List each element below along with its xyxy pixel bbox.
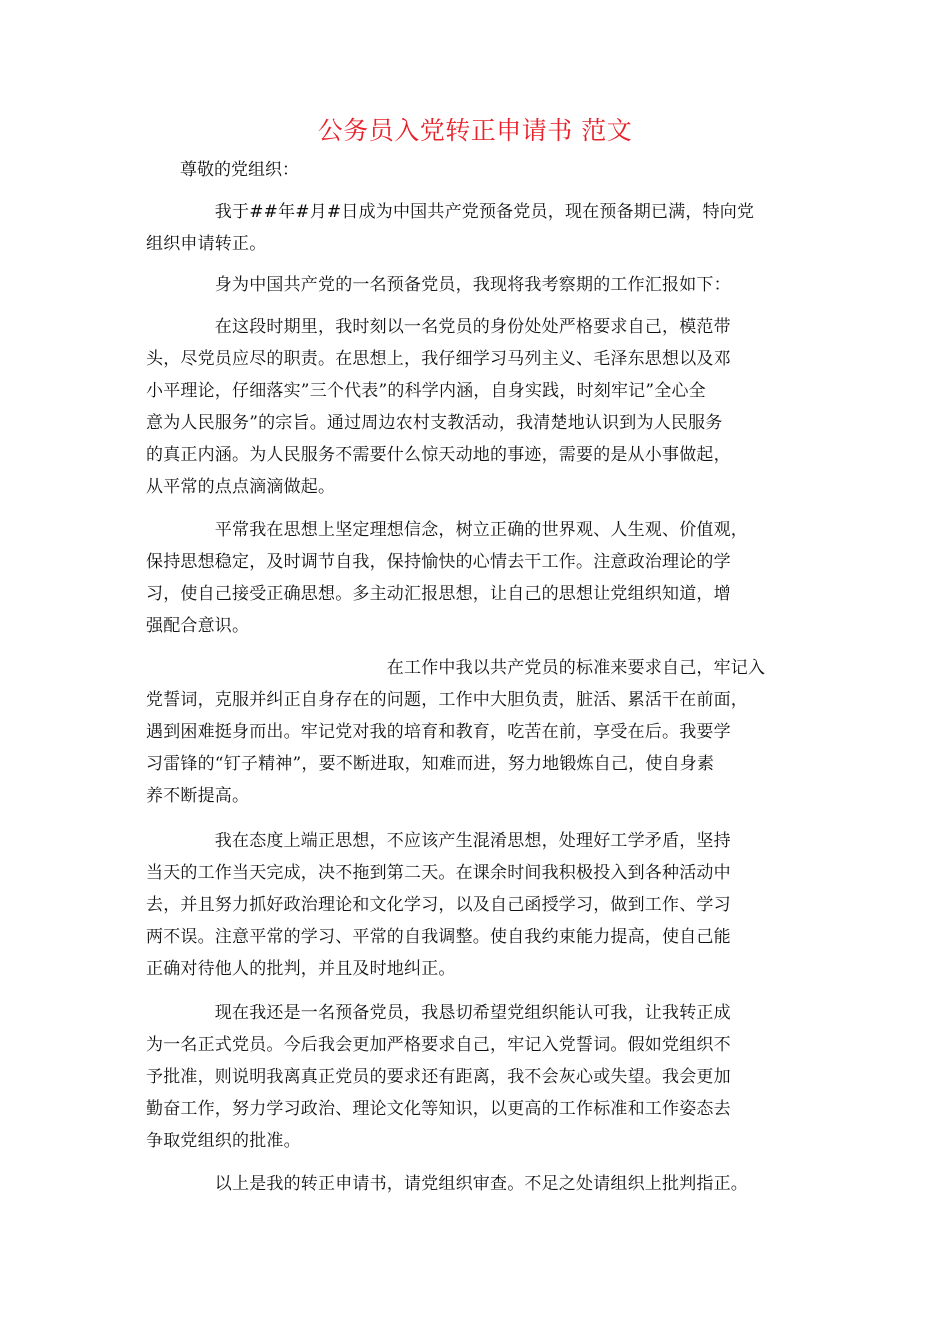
paragraph-line: 养不断提高。 [146, 786, 250, 806]
paragraph-line: 予批准，则说明我离真正党员的要求还有距离，我不会灰心或失望。我会更加 [146, 1067, 731, 1087]
paragraph-line: 组织申请转正。 [146, 234, 267, 254]
paragraph-line: 勤奋工作，努力学习政治、理论文化等知识，以更高的工作标准和工作姿态去 [146, 1099, 731, 1119]
paragraph-line: 正确对待他人的批判，并且及时地纠正。 [146, 959, 456, 979]
paragraph-line: 现在我还是一名预备党员，我恳切希望党组织能认可我，让我转正成 [146, 1003, 731, 1023]
paragraph-line: 遇到困难挺身而出。牢记党对我的培育和教育，吃苦在前，享受在后。我要学 [146, 722, 731, 742]
document-title: 公务员入党转正申请书 范文 [317, 116, 633, 145]
paragraph-1 [146, 196, 818, 260]
paragraph-7 [146, 997, 818, 1157]
paragraph-line: 争取党组织的批准。 [146, 1131, 301, 1151]
paragraph-line: 平常我在思想上坚定理想信念，树立正确的世界观、人生观、价值观， [146, 520, 748, 540]
paragraph-line: 去，并且努力抓好政治理论和文化学习，以及自己函授学习，做到工作、学习 [146, 895, 731, 915]
paragraph-3 [146, 311, 818, 503]
paragraph-line: 当天的工作当天完成，决不拖到第二天。在课余时间我积极投入到各种活动中 [146, 863, 731, 883]
paragraph-line: 保持思想稳定，及时调节自我，保持愉快的心情去干工作。注意政治理论的学 [146, 552, 731, 572]
paragraph-5 [146, 652, 818, 812]
paragraph-line: 的真正内涵。为人民服务不需要什么惊天动地的事迹，需要的是从小事做起， [146, 445, 731, 465]
paragraph-line: 意为人民服务”的宗旨。通过周边农村支教活动，我清楚地认识到为人民服务 [146, 413, 723, 433]
paragraph-line: 在工作中我以共产党员的标准来要求自己，牢记入 [146, 658, 766, 678]
paragraph-line: 党誓词，克服并纠正自身存在的问题，工作中大胆负责，脏活、累活干在前面， [146, 690, 748, 710]
paragraph-2 [146, 269, 818, 301]
paragraph-line: 以上是我的转正申请书，请党组织审查。不足之处请组织上批判指正。 [146, 1174, 748, 1194]
paragraph-line: 为一名正式党员。今后我会更加严格要求自己，牢记入党誓词。假如党组织不 [146, 1035, 731, 1055]
paragraph-line: 强配合意识。 [146, 616, 250, 636]
paragraph-line: 小平理论，仔细落实”三个代表”的科学内涵，自身实践，时刻牢记”全心全 [146, 381, 706, 401]
salutation: 尊敬的党组织： [180, 160, 299, 180]
paragraph-line: 我在态度上端正思想，不应该产生混淆思想，处理好工学矛盾，坚持 [146, 831, 731, 851]
paragraph-line: 习雷锋的“钉子精神”，要不断进取，知难而进，努力地锻炼自己，使自身素 [146, 754, 715, 774]
paragraph-8 [146, 1168, 818, 1200]
paragraph-line: 习，使自己接受正确思想。多主动汇报思想，让自己的思想让党组织知道，增 [146, 584, 731, 604]
paragraph-line: 身为中国共产党的一名预备党员，我现将我考察期的工作汇报如下： [146, 275, 731, 295]
paragraph-line: 头，尽党员应尽的职责。在思想上，我仔细学习马列主义、毛泽东思想以及邓 [146, 349, 731, 369]
paragraph-line: 从平常的点点滴滴做起。 [146, 477, 336, 497]
paragraph-line: 两不误。注意平常的学习、平常的自我调整。使自我约束能力提高，使自己能 [146, 927, 731, 947]
paragraph-line: 在这段时期里，我时刻以一名党员的身份处处严格要求自己，模范带 [146, 317, 731, 337]
paragraph-4 [146, 514, 818, 642]
paragraph-line: 我于##年#月#日成为中国共产党预备党员，现在预备期已满，特向党 [146, 202, 755, 222]
paragraph-6 [146, 825, 818, 985]
